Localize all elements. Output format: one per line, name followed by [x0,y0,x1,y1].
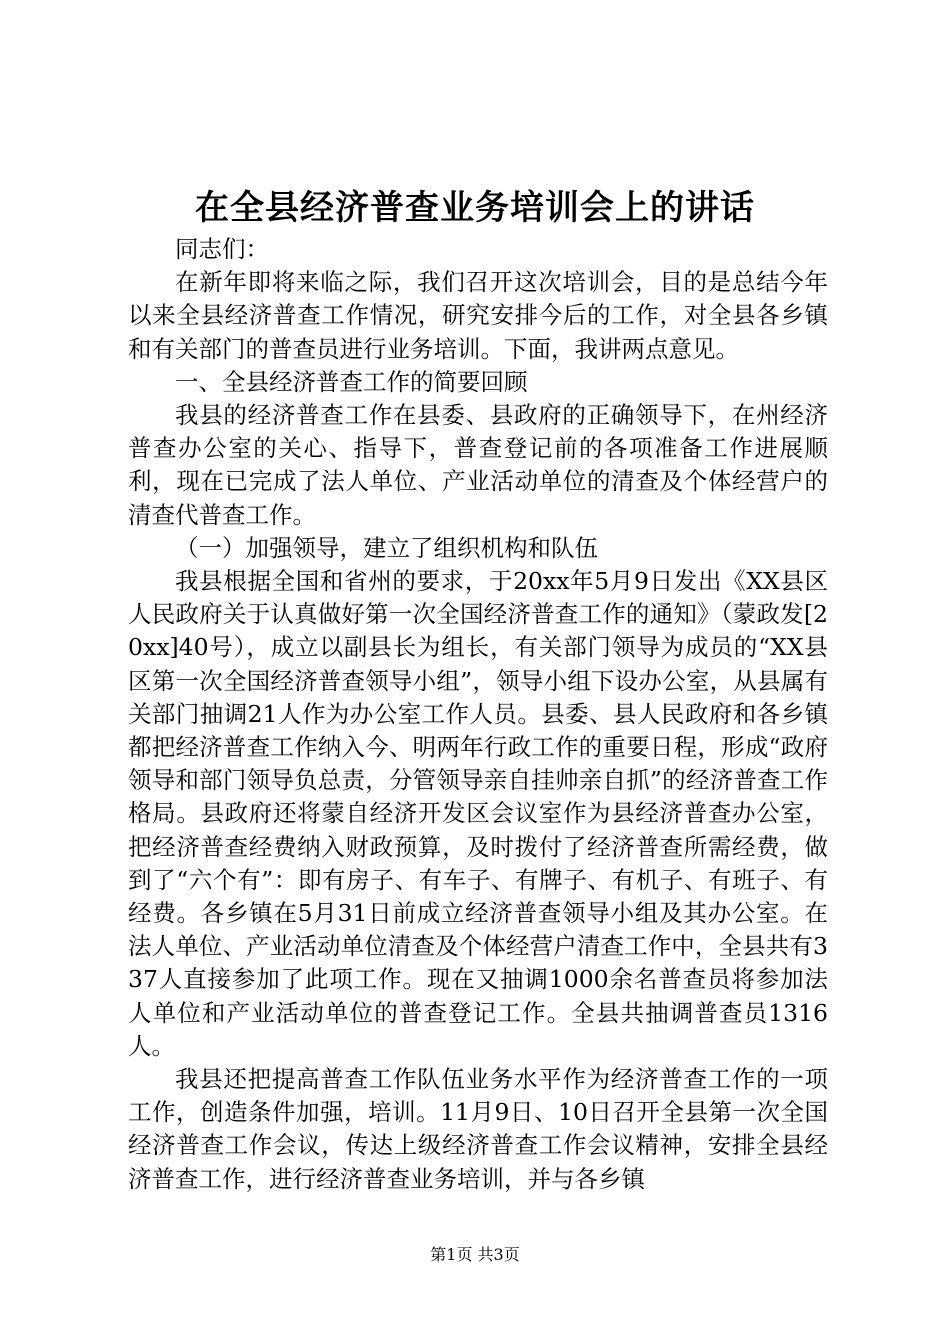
intro-paragraph: 在新年即将来临之际，我们召开这次培训会，目的是总结今年以来全县经济普查工作情况，研究安排今后的工作，对全县各乡镇和有关部门的普查员进行业务培训。下面，我讲两点意见。 [128,268,828,363]
section-heading-1: 一、全县经济普查工作的简要回顾 [175,367,528,396]
salutation-paragraph: 同志们： [175,235,269,263]
document-title: 在全县经济普查业务培训会上的讲话 [195,188,755,228]
document-body [128,233,828,1196]
page-footer: 第1页 共3页 [430,1245,520,1264]
body-paragraph: 我县根据全国和省州的要求，于20xx年5月9日发出《XX县区人民政府关于认真做好第一次全国经济普查工作的通知》（蒙政发[20xx]40号），成立以副县长为组长，有关部门领导为成员的“XX县区第一次全国经济普查领导小组”，领导小组下设办公室，从县属有关部门抽调21人作为办公室工作人员。县委、县人民政府和各乡镇都把经济普查工作纳入今、明两年行政工作的重要日程，形成“政府领导和部门领导负总责，分管领导亲自挂帅亲自抓”的经济普查工作格局。县政府还将蒙自经济开发区会议室作为县经济普查办公室，把经济普查经费纳入财政预算，及时拨付了经济普查所需经费，做到了“六个有”：即有房子、有车子、有牌子、有机子、有班子、有经费。各乡镇在5月31日前成立经济普查领导小组及其办公室。在法人单位、产业活动单位清查及个体经营户清查工作中，全县共有337人直接参加了此项工作。现在又抽调1000余名普查员将参加法人单位和产业活动单位的普查登记工作。全县共抽调普查员1316人。 [128,567,828,1060]
body-paragraph: 我县还把提高普查工作队伍业务水平作为经济普查工作的一项工作，创造条件加强，培训。11月9日、10日召开全县第一次全国经济普查工作会议，传达上级经济普查工作会议精神，安排全县经济普查工作，进行经济普查业务培训，并与各乡镇 [128,1065,828,1193]
subsection-heading-1: （一）加强领导，建立了组织机构和队伍 [175,533,598,562]
body-paragraph: 我县的经济普查工作在县委、县政府的正确领导下，在州经济普查办公室的关心、指导下，普查登记前的各项准备工作进展顺利，现在已完成了法人单位、产业活动单位的清查及个体经营户的清查代普查工作。 [128,401,828,529]
